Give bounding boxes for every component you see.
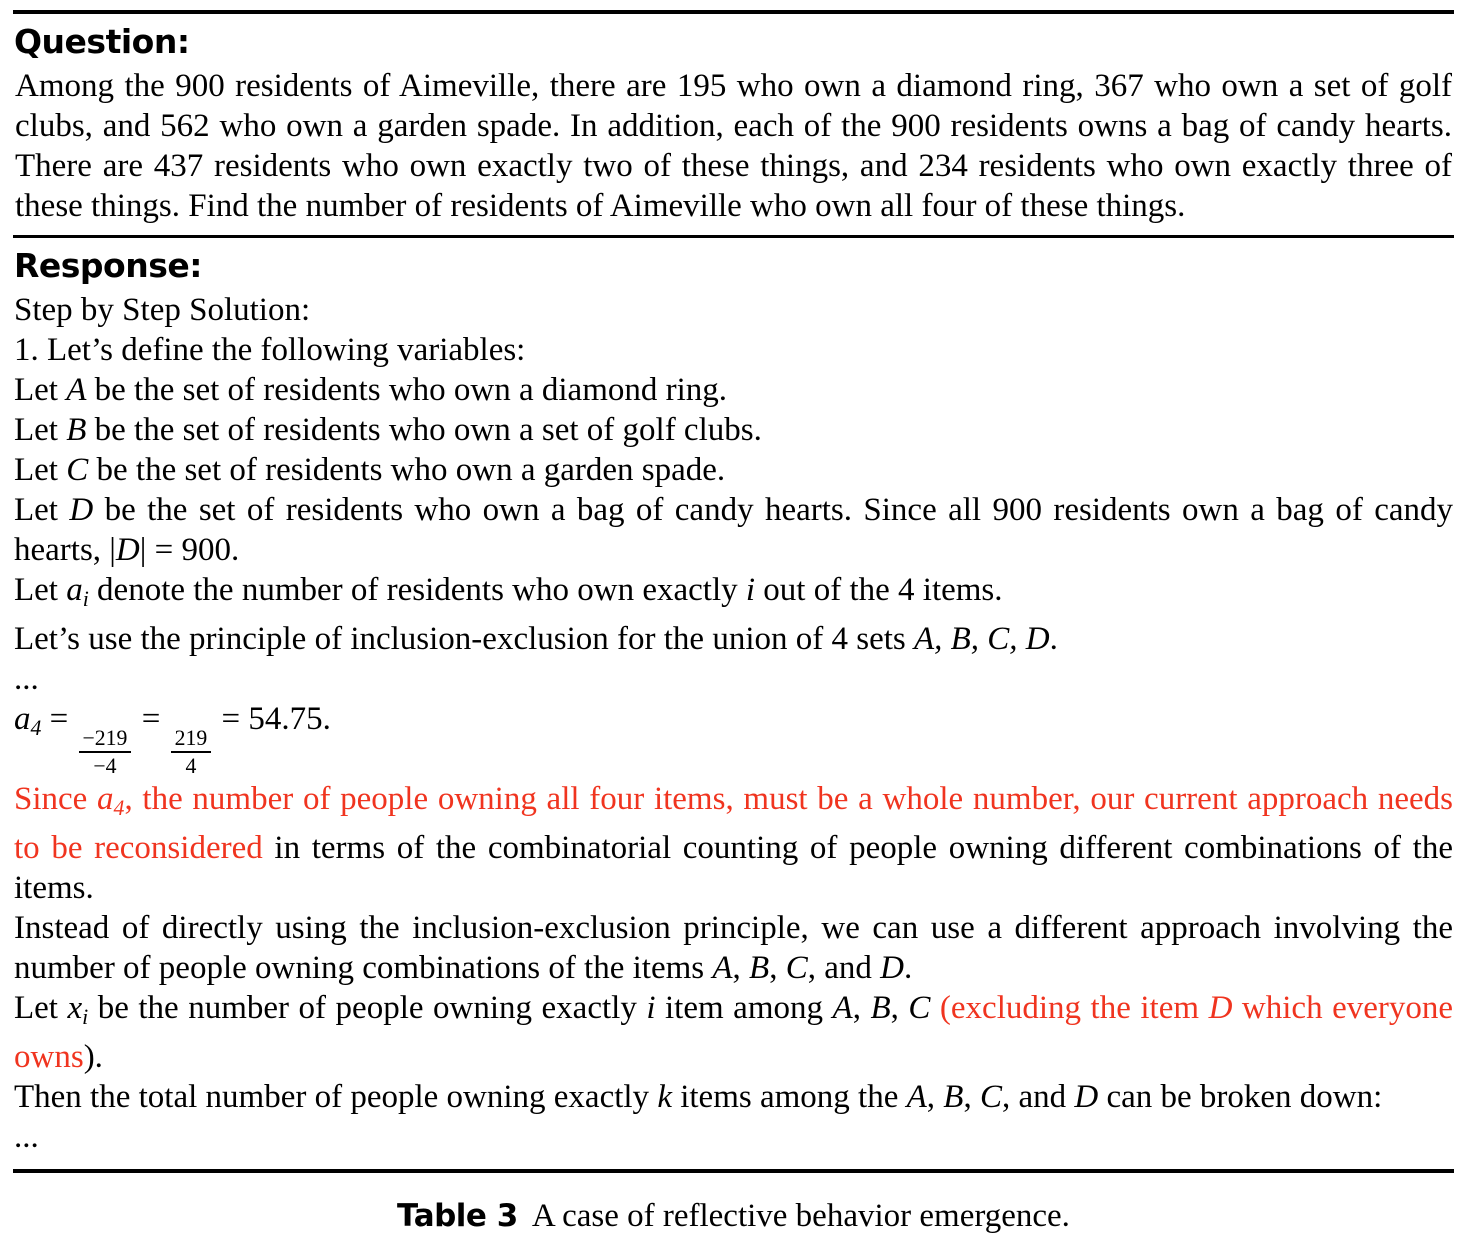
- text-run: be the set of residents who own a set of golf clubs.: [86, 412, 762, 448]
- text-run: items among the: [671, 1078, 907, 1115]
- text-run: ,: [769, 949, 786, 986]
- text-run: [930, 990, 940, 1026]
- table-caption: [13, 1195, 1454, 1237]
- text-run: item among: [655, 989, 833, 1026]
- response-body: [13, 290, 1454, 1157]
- response-line-10: [14, 699, 1453, 778]
- response-line-6: [14, 490, 1453, 570]
- math-subscript: 4: [113, 795, 125, 820]
- text-run: , and: [1001, 1078, 1075, 1115]
- math-var: C: [908, 989, 931, 1026]
- text-run: ,: [963, 1078, 980, 1115]
- table-caption-label: Table 3: [397, 1197, 518, 1234]
- text-run: ,: [890, 989, 909, 1026]
- response-line-5: [14, 450, 1453, 490]
- text-run: Let: [14, 452, 67, 488]
- text-run: ,: [732, 949, 750, 986]
- response-line-15: [14, 1117, 1453, 1157]
- text-run: Step by Step Solution:: [14, 292, 311, 328]
- text-run: =: [41, 701, 77, 738]
- math-var: k: [657, 1078, 672, 1115]
- fraction-denominator: −4: [93, 754, 117, 779]
- text-run: Since: [14, 780, 98, 817]
- top-rule: [13, 10, 1454, 14]
- math-var: D: [115, 532, 140, 568]
- text-run: .: [1049, 621, 1058, 658]
- text-run: Let: [14, 572, 67, 608]
- text-run: out of the 4 items.: [755, 572, 1003, 608]
- text-run: in terms of the combinatorial counting of people owning different combinations of the items.: [14, 829, 1453, 906]
- bottom-rule: [13, 1169, 1454, 1173]
- math-subscript: i: [82, 1004, 89, 1029]
- math-var: a: [66, 572, 83, 608]
- response-line-2: [14, 330, 1453, 370]
- math-var: D: [69, 492, 94, 528]
- text-run: be the set of residents who own a bag of candy hearts. Since all 900 residents own a bag of candy hearts, |: [14, 492, 1453, 568]
- text-run: denote the number of residents who own exactly: [88, 572, 746, 608]
- response-line-4: [14, 410, 1453, 450]
- text-run: 1. Let’s define the following variables:: [14, 332, 526, 368]
- math-var: D: [880, 949, 904, 986]
- fraction-numerator: 219: [171, 726, 212, 753]
- fraction-denominator: 4: [185, 754, 197, 779]
- table-caption-text: A case of reflective behavior emergence.: [531, 1197, 1070, 1234]
- math-subscript: i: [82, 587, 89, 612]
- math-subscript: 4: [30, 716, 42, 741]
- math-var: i: [646, 989, 656, 1026]
- text-run: Then the total number of people owning exactly: [14, 1078, 658, 1115]
- response-line-14: [14, 1077, 1453, 1117]
- text-run: Let: [14, 492, 70, 528]
- fraction: [79, 726, 132, 779]
- text-run: Among the 900 residents of Aimeville, there are 195 who own a diamond ring, 367 who own a set of golf clubs, and 562 who own a garden spade. In addition, each of the 900 residents owns a bag of candy hearts. There are 437 residents who own exactly two of these things, and 234 residents who own exactly three of these things. Find the number of residents of Aimeville who own all four of these things.: [15, 68, 1452, 224]
- text-run: ).: [83, 1038, 103, 1075]
- math-var: A: [832, 989, 853, 1026]
- math-var: C: [979, 1078, 1002, 1115]
- text-run: =: [133, 701, 169, 738]
- text-run: Let: [14, 412, 67, 448]
- text-run: ...: [14, 1118, 39, 1155]
- response-line-12: [14, 908, 1453, 988]
- text-run: (excluding the item: [939, 989, 1209, 1026]
- math-var: B: [943, 1078, 964, 1115]
- math-var: A: [906, 1078, 927, 1115]
- text-run: Instead of directly using the inclusion-exclusion principle, we can use a different approach involving the number of people owning combinations of the items: [14, 909, 1453, 986]
- text-run: = 54.75.: [213, 701, 331, 738]
- fraction: [171, 726, 212, 779]
- math-var: x: [67, 989, 83, 1026]
- response-line-9: [14, 659, 1453, 699]
- text-run: .: [903, 949, 913, 986]
- text-run: Let: [14, 372, 67, 408]
- math-var: A: [66, 372, 87, 408]
- text-run: which everyone owns: [14, 989, 1454, 1075]
- text-run: ,: [926, 1078, 944, 1115]
- question-body: [14, 66, 1453, 226]
- math-var: D: [1208, 989, 1233, 1026]
- text-run: can be broken down:: [1098, 1078, 1383, 1115]
- math-var: a: [97, 780, 114, 817]
- response-line-11: [14, 779, 1453, 908]
- response-line-1: [14, 290, 1453, 330]
- math-var: D: [1074, 1078, 1099, 1115]
- response-line-8: [14, 619, 1453, 659]
- math-var: i: [745, 572, 756, 608]
- response-line-7: [14, 570, 1453, 619]
- fraction-numerator: −219: [79, 726, 132, 753]
- text-run: Let’s use the principle of inclusion-exclusion for the union of 4 sets: [14, 621, 914, 658]
- question-paragraph: [15, 66, 1452, 226]
- text-run: ...: [14, 661, 39, 698]
- math-var: B: [870, 989, 891, 1026]
- math-var: B: [749, 949, 770, 986]
- response-line-13: [14, 988, 1453, 1077]
- mid-rule: [13, 235, 1454, 238]
- question-label: Question:: [14, 22, 190, 61]
- math-var: A, B, C, D: [913, 621, 1050, 658]
- text-run: be the number of people owning exactly: [88, 989, 647, 1026]
- text-run: Let: [14, 989, 68, 1026]
- text-run: | = 900.: [139, 532, 240, 568]
- text-run: be the set of residents who own a garden spade.: [88, 452, 726, 488]
- text-run: be the set of residents who own a diamond ring.: [86, 372, 728, 408]
- text-run: , and: [807, 949, 881, 986]
- text-run: , the number of people owning all four items, must be a whole number, our current approach needs to be reconsidered: [14, 780, 1453, 866]
- math-var: A: [712, 949, 733, 986]
- math-var: a: [14, 701, 31, 738]
- math-var: C: [785, 949, 808, 986]
- response-line-3: [14, 370, 1453, 410]
- text-run: ,: [852, 989, 871, 1026]
- math-var: B: [66, 412, 87, 448]
- math-var: C: [66, 452, 89, 488]
- response-label: Response:: [14, 246, 202, 285]
